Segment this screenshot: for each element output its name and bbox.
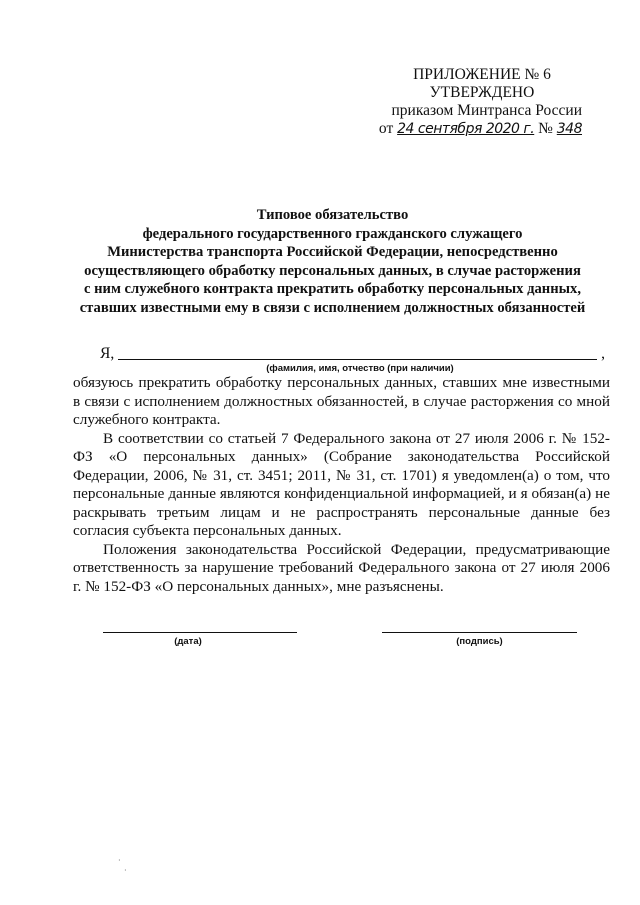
full-name-blank-line[interactable] <box>118 359 597 360</box>
paragraph-law-notice: В соответствии со статьей 7 Федерального закона от 27 июля 2006 г. № 152-ФЗ «О персональных данных» (Собрание законодательства Российской Федерации, 2006, № 31, ст. 3451; 2011, № 31, ст. 1701) я уведомлен(а) о том, что персональные данные являются конфиденциальной информацией, и я обязан(а) не раскрывать третьим лицам и не распространять персональные данные без согласия субъекта персональных данных. <box>73 429 610 539</box>
scan-speck: · <box>124 866 127 875</box>
approved-label: УТВЕРЖДЕНО <box>429 84 535 101</box>
name-field-row <box>100 345 605 363</box>
paragraph-responsibility: Положения законодательства Российской Федерации, предусматривающие ответственность за нарушение требований Федерального закона от 27 июля 2006 г. № 152-ФЗ «О персональных данных», мне разъяснены. <box>73 540 610 595</box>
title-line: осуществляющего обработку персональных данных, в случае расторжения <box>84 262 581 279</box>
name-suffix: , <box>601 345 605 362</box>
handwritten-number: 348 <box>556 121 582 137</box>
signature-blank-line[interactable] <box>382 632 577 633</box>
approval-header <box>352 66 582 138</box>
date-blank-line[interactable] <box>103 632 297 633</box>
order-date-row <box>352 120 582 138</box>
title-line: федерального государственного гражданского служащего <box>142 225 523 242</box>
scan-speck: · <box>118 856 121 865</box>
number-prefix: № <box>538 120 553 137</box>
title-line: с ним служебного контракта прекратить обработку персональных данных, <box>84 281 581 297</box>
title-line: Типовое обязательство <box>256 207 409 223</box>
date-caption: (дата) <box>174 636 202 647</box>
document-title <box>60 206 605 317</box>
title-line: ставших известными ему в связи с исполнением должностных обязанностей <box>79 299 586 316</box>
date-prefix: от <box>378 120 394 137</box>
full-name-caption: (фамилия, имя, отчество (при наличии) <box>266 363 454 374</box>
name-prefix: Я, <box>100 345 115 362</box>
appendix-label: ПРИЛОЖЕНИЕ № 6 <box>413 66 551 83</box>
handwritten-date: 24 сентября 2020 г. <box>397 121 535 137</box>
paragraph-obligation: обязуюсь прекратить обработку персональных данных, ставших мне известными в связи с исполнением должностных обязанностей, в случае расторжения со мной служебного контракта. <box>73 374 610 428</box>
order-by-label: приказом Минтранса России <box>391 102 582 119</box>
body-text <box>73 374 610 596</box>
title-line: Министерства транспорта Российской Федерации, непосредственно <box>107 244 558 260</box>
signature-caption: (подпись) <box>456 636 503 647</box>
